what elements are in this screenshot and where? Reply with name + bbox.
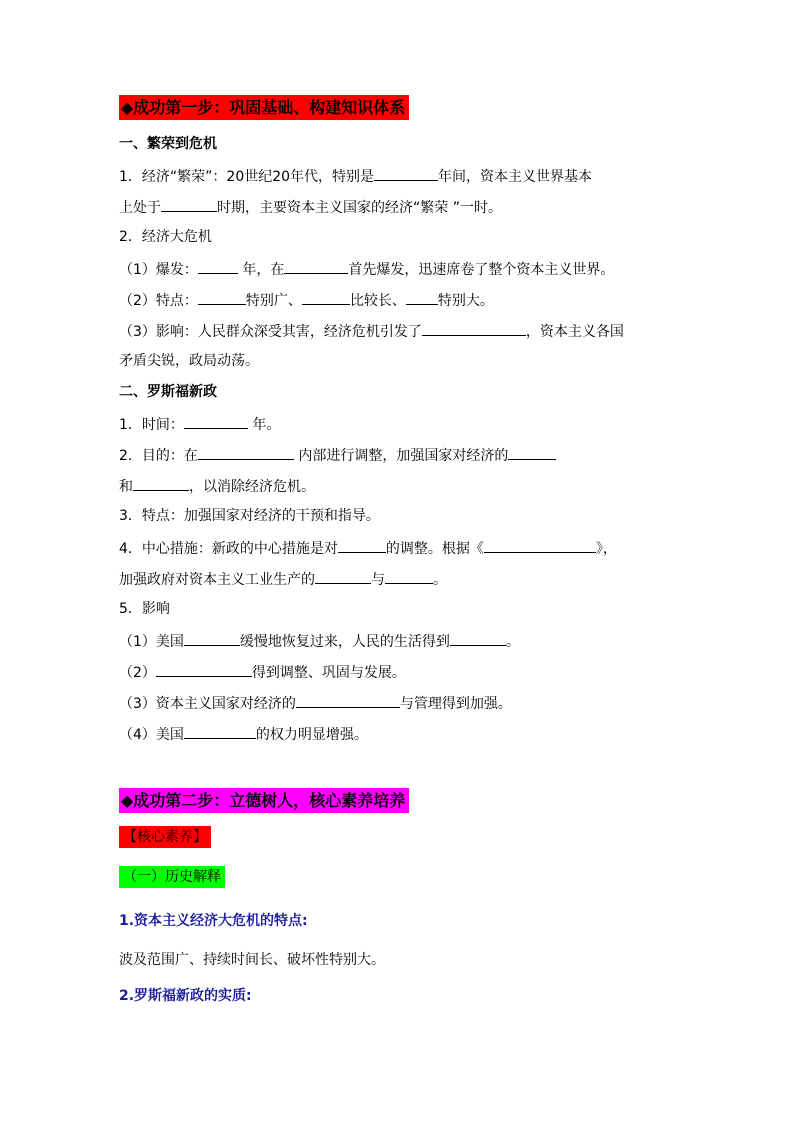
- blank[interactable]: [198, 444, 294, 460]
- blank[interactable]: [374, 165, 438, 181]
- heading-new-deal: 二、罗斯福新政: [119, 384, 217, 400]
- paragraph-5-line-2: 矛盾尖锐，政局动荡。: [119, 353, 259, 369]
- blank[interactable]: [198, 289, 246, 305]
- item-1-heading: 1.资本主义经济大危机的特点:: [119, 913, 308, 929]
- paragraph-4: （2）特点： 特别广、 比较长、 特别大。: [119, 289, 494, 311]
- new-deal-purpose-line-1: 2．目的：在 内部进行调整，加强国家对经济的: [119, 444, 556, 466]
- blank[interactable]: [184, 723, 256, 739]
- blank[interactable]: [184, 413, 248, 429]
- history-explanation-tag: （一）历史解释: [119, 866, 225, 888]
- paragraph-5-line-1: （3）影响：人民群众深受其害，经济危机引发了 ，资本主义各国: [119, 320, 624, 342]
- paragraph-2: 2．经济大危机: [119, 229, 212, 245]
- blank[interactable]: [385, 568, 433, 584]
- blank[interactable]: [156, 661, 252, 677]
- impact-3: （3）资本主义国家对经济的 与管理得到加强。: [119, 692, 512, 714]
- new-deal-purpose-line-2: 和 ，以消除经济危机。: [119, 475, 315, 497]
- blank[interactable]: [508, 444, 556, 460]
- impact-1: （1）美国 缓慢地恢复过来，人民的生活得到 。: [119, 630, 520, 652]
- blank[interactable]: [296, 692, 400, 708]
- new-deal-measure-line-2: 加强政府对资本主义工业生产的 与 。: [119, 568, 447, 590]
- paragraph-3: （1）爆发： 年，在 首先爆发，迅速席卷了整个资本主义世界。: [119, 258, 614, 280]
- new-deal-feature: 3．特点：加强国家对经济的干预和指导。: [119, 508, 380, 524]
- new-deal-impact-heading: 5．影响: [119, 601, 170, 617]
- section1-title-row: [119, 95, 409, 120]
- impact-4: （4）美国 的权力明显增强。: [119, 723, 368, 745]
- new-deal-time: 1．时间： 年。: [119, 413, 280, 435]
- history-explanation-row: [119, 866, 225, 888]
- blank[interactable]: [184, 630, 240, 646]
- paragraph-1-line-1: 1．经济“繁荣”：20世纪20年代，特别是 年间，资本主义世界基本: [119, 165, 592, 187]
- impact-2: （2） 得到调整、巩固与发展。: [119, 661, 406, 683]
- blank[interactable]: [133, 475, 189, 491]
- item-1-text: 波及范围广、持续时间长、破坏性特别大。: [119, 952, 385, 968]
- blank[interactable]: [338, 537, 386, 553]
- heading-prosperity-crisis: 一、繁荣到危机: [119, 136, 217, 152]
- paragraph-1-line-2: 上处于 时期，主要资本主义国家的经济“繁荣 ”一时。: [119, 196, 502, 218]
- section1-title: ◆成功第一步：巩固基础、构建知识体系: [119, 95, 409, 120]
- blank[interactable]: [450, 630, 506, 646]
- blank[interactable]: [302, 289, 350, 305]
- section2-title-row: [119, 788, 409, 813]
- item-2-heading: 2.罗斯福新政的实质:: [119, 988, 252, 1004]
- blank[interactable]: [484, 537, 596, 553]
- blank[interactable]: [406, 289, 438, 305]
- blank[interactable]: [161, 196, 217, 212]
- core-literacy-tag-row: [119, 826, 211, 848]
- blank[interactable]: [284, 258, 348, 274]
- core-literacy-tag: 【核心素养】: [119, 826, 211, 848]
- section2-title: ◆成功第二步：立德树人，核心素养培养: [119, 788, 409, 813]
- blank[interactable]: [315, 568, 371, 584]
- blank[interactable]: [422, 320, 526, 336]
- blank[interactable]: [198, 258, 238, 274]
- new-deal-measure-line-1: 4．中心措施：新政的中心措施是对 的调整。根据《 》，: [119, 537, 617, 559]
